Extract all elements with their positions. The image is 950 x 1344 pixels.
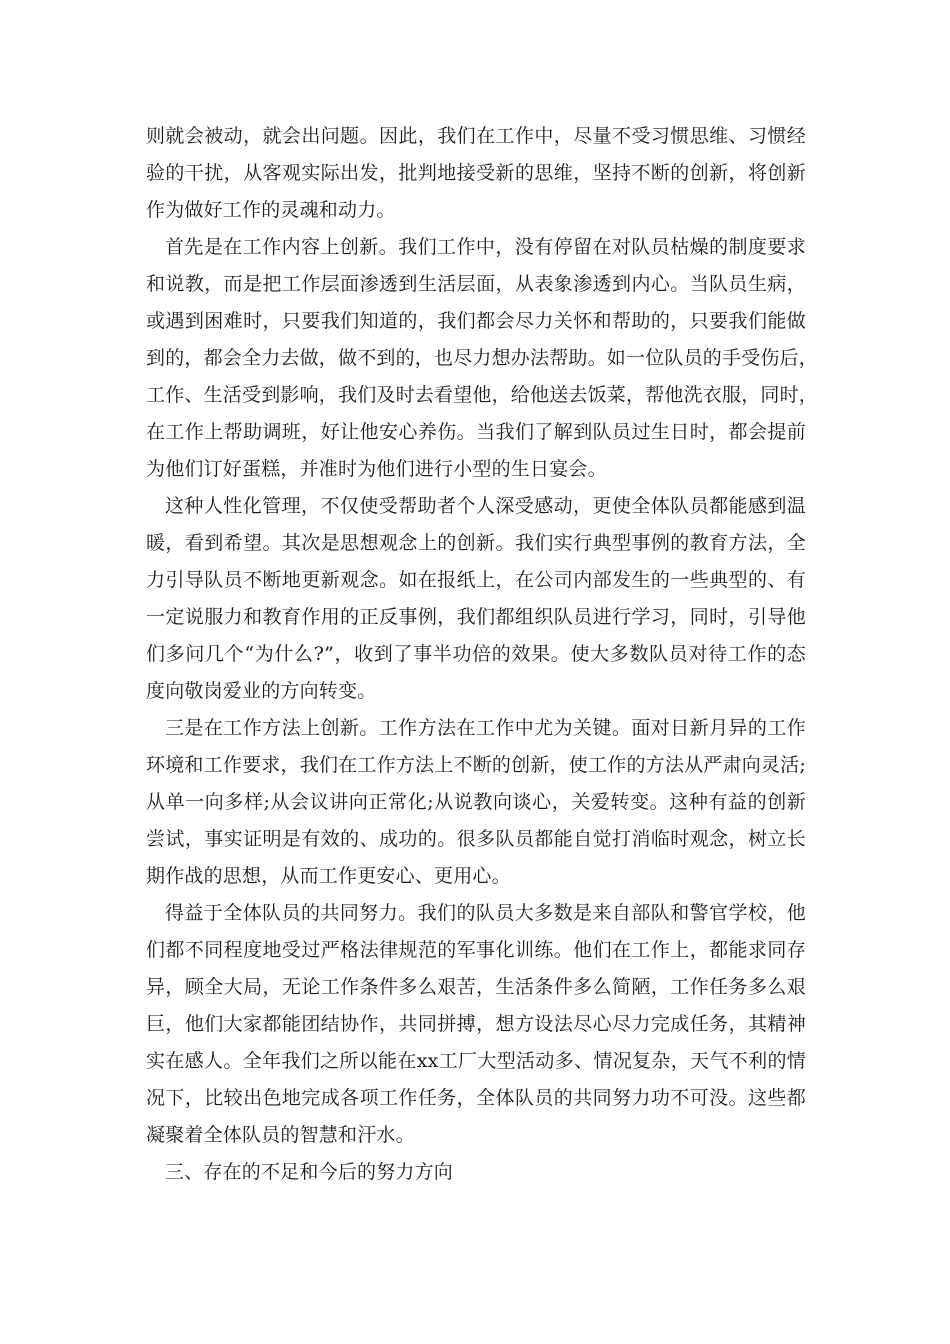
- text-line: 得益于全体队员的共同努力。我们的队员大多数是来自部队和警官学校，他: [165, 902, 806, 924]
- text-line: 况下，比较出色地完成各项工作任务，全体队员的共同努力功不可没。这些都: [146, 1087, 806, 1109]
- text-line: 期作战的思想，从而工作更安心、更用心。: [146, 865, 511, 887]
- text-line: 为他们订好蛋糕，并准时为他们进行小型的生日宴会。: [146, 458, 607, 480]
- text-line: 暖，看到希望。其次是思想观念上的创新。我们实行典型事例的教育方法，全: [146, 532, 806, 554]
- text-line: 实在感人。全年我们之所以能在xx工厂大型活动多、情况复杂，天气不利的情: [146, 1050, 806, 1072]
- text-line: 度向敬岗爱业的方向转变。: [146, 680, 377, 702]
- text-line: 巨，他们大家都能团结协作，共同拼搏，想方设法尽心尽力完成任务，其精神: [146, 1013, 806, 1035]
- text-line: 验的干扰，从客观实际出发，批判地接受新的思维，坚持不断的创新，将创新: [146, 162, 806, 184]
- text-line: 或遇到困难时，只要我们知道的，我们都会尽力关怀和帮助的，只要我们能做: [146, 310, 806, 332]
- document-body: [146, 118, 819, 1191]
- text-line: 从单一向多样;从会议讲向正常化;从说教向谈心，关爱转变。这种有益的创新: [146, 791, 806, 813]
- text-line: 三是在工作方法上创新。工作方法在工作中尤为关键。面对日新月异的工作: [165, 717, 806, 739]
- text-line: 三、存在的不足和今后的努力方向: [165, 1161, 454, 1183]
- text-line: 这种人性化管理，不仅使受帮助者个人深受感动，更使全体队员都能感到温: [165, 495, 806, 517]
- text-line: 力引导队员不断地更新观念。如在报纸上，在公司内部发生的一些典型的、有: [146, 569, 806, 591]
- text-line: 们都不同程度地受过严格法律规范的军事化训练。他们在工作上，都能求同存: [146, 939, 806, 961]
- text-line: 作为做好工作的灵魂和动力。: [146, 199, 396, 221]
- text-line: 一定说服力和教育作用的正反事例，我们都组织队员进行学习，同时，引导他: [146, 606, 806, 628]
- text-line: 则就会被动，就会出问题。因此，我们在工作中，尽量不受习惯思维、习惯经: [146, 125, 806, 147]
- text-line: 凝聚着全体队员的智慧和汗水。: [146, 1124, 415, 1146]
- text-line: 环境和工作要求，我们在工作方法上不断的创新，使工作的方法从严肃向灵活;: [146, 754, 806, 776]
- text-line: 们多问几个“为什么?”，收到了事半功倍的效果。使大多数队员对待工作的态: [146, 643, 806, 665]
- text-line: 到的，都会全力去做，做不到的，也尽力想办法帮助。如一位队员的手受伤后，: [146, 347, 819, 369]
- text-line: 异，顾全大局，无论工作条件多么艰苦，生活条件多么简陋，工作任务多么艰: [146, 976, 806, 998]
- text-line: 和说教，而是把工作层面渗透到生活层面，从表象渗透到内心。当队员生病，: [146, 273, 806, 295]
- text-line: 首先是在工作内容上创新。我们工作中，没有停留在对队员枯燥的制度要求: [165, 236, 806, 258]
- text-line: 工作、生活受到影响，我们及时去看望他，给他送去饭菜，帮他洗衣服，同时，: [146, 384, 819, 406]
- text-line: 在工作上帮助调班，好让他安心养伤。当我们了解到队员过生日时，都会提前: [146, 421, 806, 443]
- text-line: 尝试，事实证明是有效的、成功的。很多队员都能自觉打消临时观念，树立长: [146, 828, 806, 850]
